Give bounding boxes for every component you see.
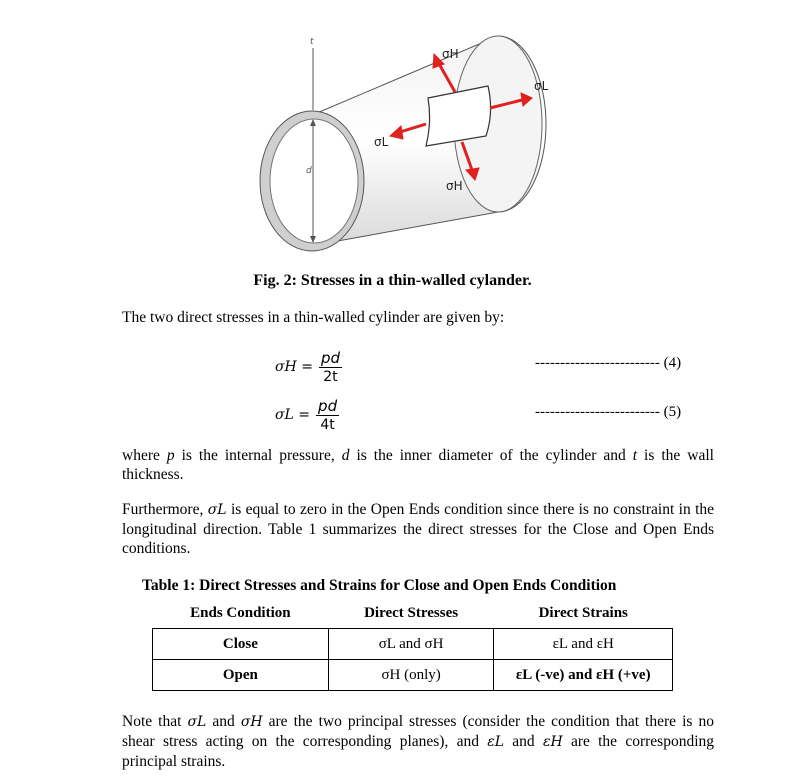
sigma-h-bottom-label: σH	[446, 179, 463, 193]
equation-5-lhs: σL =	[275, 407, 311, 423]
equation-4-denominator: 2t	[323, 368, 338, 385]
note-paragraph: Note that σL and σH are the two principal stresses (consider the condition that there is no shear stress acting on the corresponding planes), and εL and εH are the corresponding principal strains.	[122, 713, 714, 770]
table-row	[153, 629, 673, 660]
equation-4-number: ------------------------- (4)	[535, 355, 682, 371]
furthermore-paragraph: Furthermore, σL is equal to zero in the Open Ends condition since there is no constraint in the longitudinal direction. Table 1 summarizes the direct stresses for the Close and Open Ends conditions.	[122, 501, 714, 557]
table-cell: σH (only)	[328, 660, 494, 691]
table-header: Direct Strains	[494, 598, 673, 629]
table-cell: Close	[153, 629, 329, 660]
t-label: t	[310, 37, 314, 47]
equation-5-fraction	[316, 397, 339, 434]
sigma-l-right-label: σL	[534, 79, 549, 93]
equation-4-fraction	[319, 349, 342, 386]
intro-text: The two direct stresses in a thin-walled cylinder are given by:	[122, 309, 505, 326]
table-cell: εL and εH	[494, 629, 673, 660]
figure-caption: Fig. 2: Stresses in a thin-walled cylander.	[253, 272, 532, 289]
equation-5	[275, 392, 339, 438]
equation-4-lhs: σH =	[275, 359, 313, 375]
equation-5-number: ------------------------- (5)	[535, 404, 682, 420]
equation-4	[275, 344, 342, 390]
table-header: Ends Condition	[153, 598, 329, 629]
sigma-h-top-label: σH	[442, 47, 459, 61]
table-cell: Open	[153, 660, 329, 691]
table-header-row	[153, 598, 673, 629]
table-header: Direct Stresses	[328, 598, 494, 629]
sigma-l-left-label: σL	[374, 135, 389, 149]
table-caption: Table 1: Direct Stresses and Strains for Close and Open Ends Condition	[142, 577, 617, 594]
equation-5-numerator: pd	[318, 396, 338, 415]
equation-4-numerator: pd	[320, 348, 340, 367]
cylinder-figure	[250, 30, 570, 270]
where-paragraph: where p is the internal pressure, d is the inner diameter of the cylinder and t is the wall thickness.	[122, 447, 714, 483]
stress-strain-table	[152, 598, 673, 691]
table-cell: σL and σH	[328, 629, 494, 660]
table-row	[153, 660, 673, 691]
equation-5-denominator: 4t	[320, 416, 335, 433]
d-label: d	[306, 166, 312, 176]
table-cell: εL (-ve) and εH (+ve)	[494, 660, 673, 691]
